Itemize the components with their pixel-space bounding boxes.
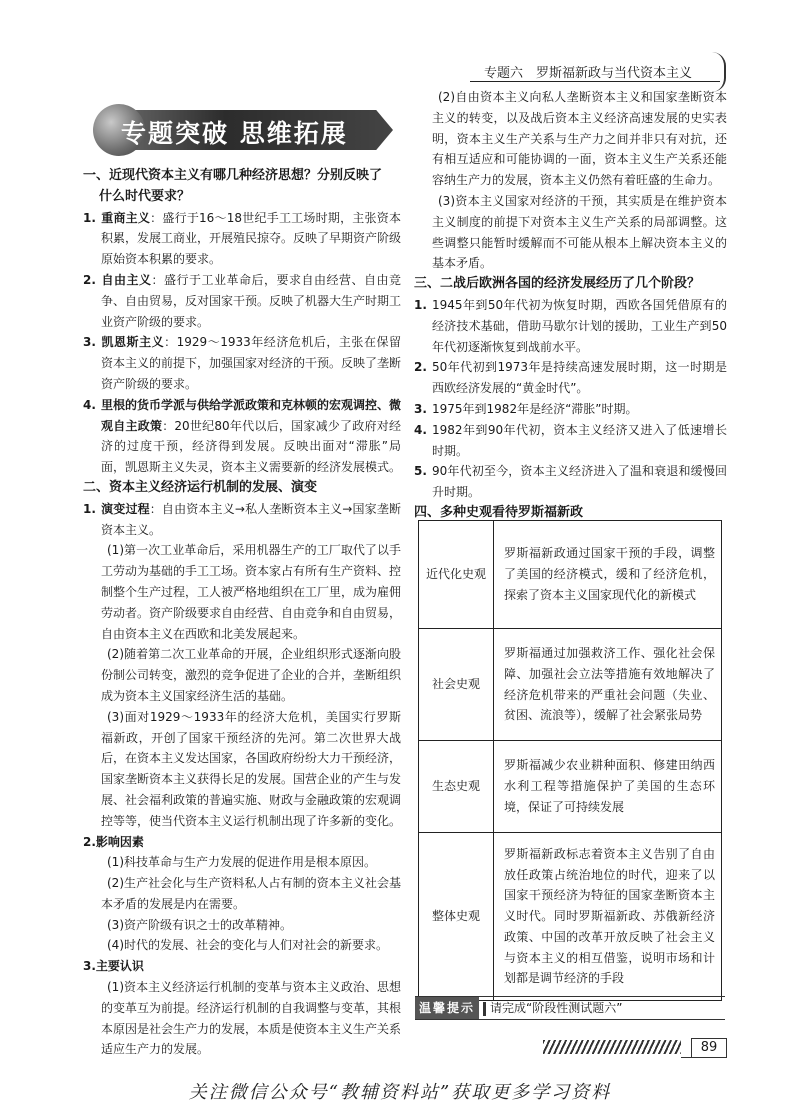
paragraph: (3)资产阶级有识之士的改革精神。: [107, 917, 292, 932]
table-row-text: 罗斯福通过加强救济工作、强化社会保障、加强社会立法等措施有效地解决了经济危机带来的严重社会问题（失业、贫困、流浪等），缓解了社会紧张局势: [494, 629, 722, 741]
list-item: 3. 1975年到1982年是经济“滞胀”时期。: [414, 401, 638, 416]
tip-bar: [415, 996, 725, 1020]
table-row-text: 罗斯福新政标志着资本主义告别了自由放任政策占统治地位的时代，迎来了以国家干预经济为特征的国家垄断资本主义时代。同时罗斯福新政、苏俄新经济政策、中国的改革开放反映了社会主义与资本主义的相互借鉴，说明市场和计划都是调节经济的手段: [494, 833, 722, 1001]
section-banner: [93, 104, 393, 156]
footer-note: 关注微信公众号“教辅资料站”获取更多学习资料: [188, 1082, 612, 1103]
list-item: 2. 50年代初到1973年是持续高速发展时期，这一时期是西欧经济发展的“黄金时代”。: [414, 360, 727, 396]
list-item: 5. 90年代初至今，资本主义经济进入了温和衰退和缓慢回升时期。: [414, 464, 727, 500]
paragraph: (1)科技革命与生产力发展的促进作用是根本原因。: [107, 855, 376, 870]
table-row-text: 罗斯福新政通过国家干预的手段，调整了美国的经济模式，缓和了经济危机，探索了资本主义国家现代化的新模式: [494, 521, 722, 629]
table-row: [419, 741, 722, 833]
tip-separator: [483, 1002, 486, 1016]
subheading: 3.主要认识: [83, 959, 144, 974]
tip-label: 温馨提示: [415, 997, 479, 1019]
banner-title: 专题突破 思维拓展: [121, 119, 348, 148]
list-item: 1. 演变过程：自由资本主义→私人垄断资本主义→国家垄断资本主义。: [83, 501, 401, 537]
table-row: [419, 521, 722, 629]
list-item: 2. 自由主义：盛行于工业革命后，要求自由经营、自由竞争、自由贸易，反对国家干预。反映了机器大生产时期工业资产阶级的要求。: [83, 272, 402, 329]
header-rule: [470, 81, 720, 82]
question-2-heading: 二、资本主义经济运行机制的发展、演变: [83, 479, 318, 495]
question-3-heading: 三、二战后欧洲各国的经济发展经历了几个阶段？: [414, 276, 701, 292]
page-number-area: [543, 1038, 727, 1058]
paragraph: (2)自由资本主义向私人垄断资本主义和国家垄断资本主义的转变，以及战后资本主义经济高速发展的史实表明，资本主义生产关系与生产力之间并非只有对抗，还有相互适应和可能协调的一面，资本主义生产关系还能容纳生产力的发展，资本主义仍然有着旺盛的生命力。: [432, 90, 727, 188]
page-stripes-decoration: [543, 1040, 681, 1054]
table-row: [419, 629, 722, 741]
paragraph: (3)面对1929～1933年的经济大危机，美国实行罗斯福新政，开创了国家干预经济的先河。第二次世界大战后，在资本主义发达国家，各国政府纷纷大力干预经济，国家垄断资本主义获得长足的发展。国营企业的产生与发展、社会福利政策的普遍实施、财政与金融政策的宏观调控等等，使当代资本主义运行机制出现了许多新的变化。: [101, 709, 402, 828]
paragraph: (2)生产社会化与生产资料私人占有制的资本主义社会基本矛盾的发展是内在需要。: [101, 876, 401, 911]
tip-text: 请完成“阶段性测试题六”: [490, 1001, 623, 1015]
paragraph: (4)时代的发展、社会的变化与人们对社会的新要求。: [107, 938, 389, 953]
right-column: [414, 87, 727, 524]
table-row-label: 生态史观: [419, 741, 494, 833]
list-item: 4. 1982年到90年代初，资本主义经济又进入了低速增长时期。: [414, 422, 727, 458]
left-column: [83, 166, 401, 1060]
table-row-label: 近代化史观: [419, 521, 494, 629]
list-item: 3. 凯恩斯主义：1929～1933年经济危机后，主张在保留资本主义的前提下，加强国家对经济的干预。反映了垄断资产阶级的要求。: [83, 335, 402, 391]
list-item: 4. 里根的货币学派与供给学派政策和克林顿的宏观调控、微观自主政策：20世纪80年代以后，国家减少了政府对经济的过度干预，经济得到发展。反映出面对“滞胀”局面，凯恩斯主义失灵，资本主义需要新的经济发展模式。: [83, 397, 402, 475]
question-1-heading-cont: 什么时代要求？: [99, 188, 191, 204]
list-item: 1. 1945年到50年代初为恢复时期，西欧各国凭借原有的经济技术基础，借助马歇尔计划的援助，工业生产到50年代初逐渐恢复到战前水平。: [414, 297, 727, 354]
table-row-label: 社会史观: [419, 629, 494, 741]
running-header: [470, 56, 720, 86]
table-row: [419, 833, 722, 1001]
question-1-heading: 一、近现代资本主义有哪几种经济思想？分别反映了: [83, 168, 383, 183]
subheading: 2.影响因素: [83, 834, 144, 849]
table-row-text: 罗斯福减少农业耕种面积、修建田纳西水利工程等措施保护了美国的生态环境，保证了可持续发展: [494, 741, 722, 833]
paragraph: (2)随着第二次工业革命的开展，企业组织形式逐渐向股份制公司转变，激烈的竞争促进了企业的合并，垄断组织成为资本主义国家经济生活的基础。: [101, 647, 402, 703]
table-row-label: 整体史观: [419, 833, 494, 1001]
paragraph: (3)资本主义国家对经济的干预，其实质是在维护资本主义制度的前提下对资本主义生产关系的局部调整。这些调整只能暂时缓解而不可能从根本上解决资本主义的基本矛盾。: [432, 193, 727, 271]
paragraph: (1)第一次工业革命后，采用机器生产的工厂取代了以手工劳动为基础的手工工场。资本家占有所有生产资料、控制整个生产过程，工人被严格地组织在工厂里，成为雇佣劳动者。资产阶级要求自由经营、自由竞争和自由贸易，自由资本主义在西欧和北美发展起来。: [101, 543, 402, 641]
paragraph: (1)资本主义经济运行机制的变革与资本主义政治、思想的变革互为前提。经济运行机制的自我调整与变革，其根本原因是社会生产力的发展，本质是使资本主义生产关系适应生产力的发展。: [101, 980, 402, 1057]
header-bracket-decoration: [712, 52, 726, 92]
question-4-heading: 四、多种史观看待罗斯福新政: [414, 504, 584, 520]
list-item: 1. 重商主义：盛行于16～18世纪手工工场时期，主张资本积累，发展工商业，开展殖民掠夺。反映了早期资产阶级原始资本积累的要求。: [83, 210, 402, 267]
header-title: 专题六 罗斯福新政与当代资本主义: [484, 66, 693, 81]
page-number: 89: [691, 1038, 727, 1058]
historical-views-table: [418, 520, 722, 1001]
